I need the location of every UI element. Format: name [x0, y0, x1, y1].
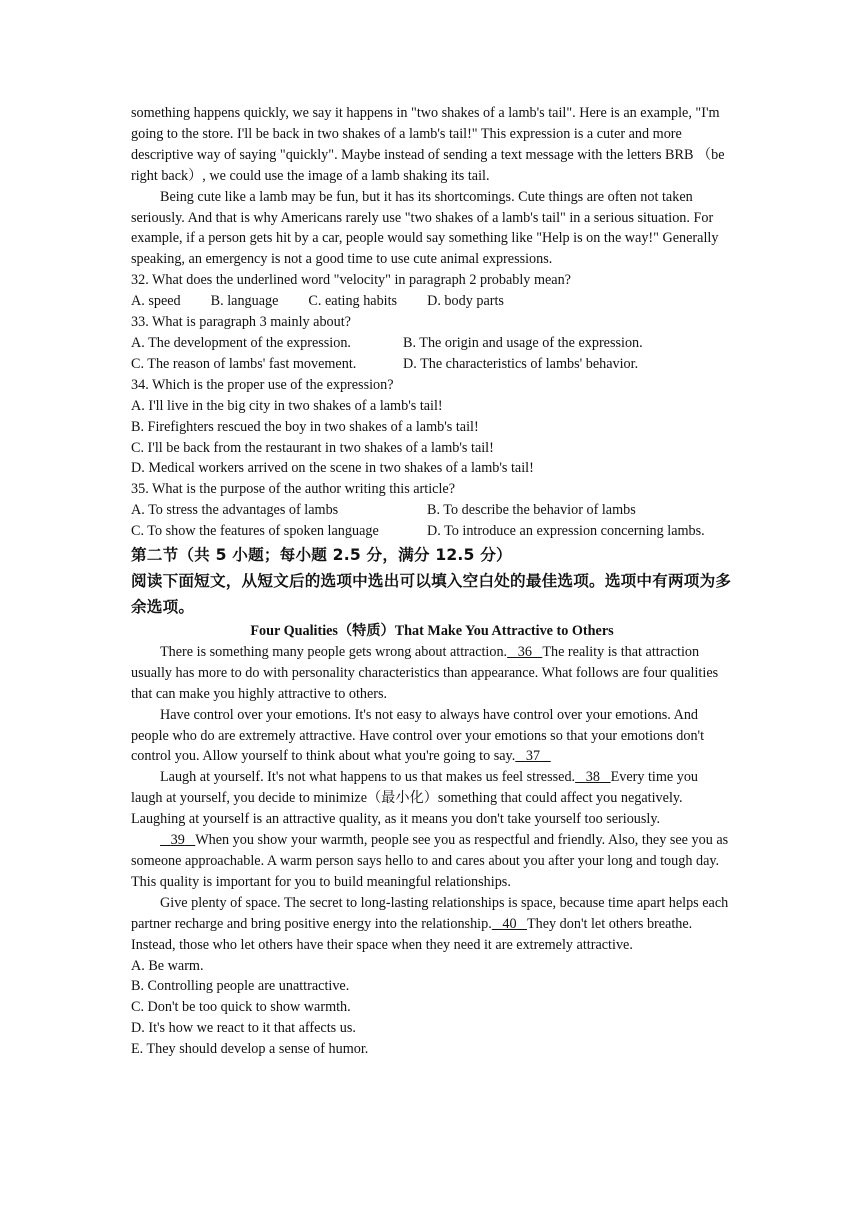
paragraph-text: Every time you laugh at yourself, you decide to minimize（最小化）something that could affect you negatively. Laughing at yourself is an attractive quality, as it means you don't take yourself too seriously. — [131, 769, 699, 828]
option-row — [131, 354, 733, 375]
passage-paragraph: something happens quickly, we say it happens in "two shakes of a lamb's tail". Here is an example, "I'm going to the store. I'll be back in two shakes of a lamb's tail!" This expression is a cuter and more descriptive way of saying "quickly". Maybe instead of sending a text message with the letters BRB （be right back）, we could use the image of a lamb shaking its tail. — [131, 105, 725, 184]
paragraph-text: Laugh at yourself. It's not what happens to us that makes us feel stressed. — [160, 769, 576, 786]
blank-40 — [492, 916, 527, 932]
blank-37 — [515, 748, 550, 764]
passage-paragraph — [131, 893, 733, 956]
passage-paragraph — [131, 767, 733, 830]
section-instruction: 阅读下面短文，从短文后的选项中选出可以填入空白处的最佳选项。选项中有两项为多余选项。 — [131, 572, 732, 617]
option-row — [131, 333, 733, 354]
question-stem: 33. What is paragraph 3 mainly about? — [131, 314, 351, 331]
blank-number: 40 — [502, 915, 517, 932]
blank-number: 39 — [170, 832, 185, 849]
blank-number: 36 — [517, 643, 532, 660]
option: D. Medical workers arrived on the scene in two shakes of a lamb's tail! — [131, 460, 534, 477]
option: D. body parts — [427, 293, 504, 310]
option: B. The origin and usage of the expression. — [403, 334, 643, 351]
passage-paragraph: Being cute like a lamb may be fun, but it has its shortcomings. Cute things are often not taken seriously. And that is why Americans rarely use "two shakes of a lamb's tail" in a serious situation. For example, if a person gets hit by a car, people would say something like "Help is on the way!" Generally speaking, an emergency is not a good time to use cute animal expressions. — [131, 188, 719, 268]
option: A. The development of the expression. — [131, 334, 351, 351]
choice-option: C. Don't be too quick to show warmth. — [131, 999, 351, 1016]
option-row — [131, 500, 733, 521]
option-row — [131, 521, 733, 542]
blank-39 — [160, 832, 195, 848]
paragraph-text: Have control over your emotions. It's not easy to always have control over your emotions. And people who do are extremely attractive. Have control over your emotions so that your emotions don't control you. Allow yourself to think about what you're going to say. — [131, 706, 705, 765]
paragraph-text: The reality is that attraction usually has more to do with personality characteristics than appearance. What follows are four qualities that can make you highly attractive to others. — [131, 643, 719, 702]
question-stem: 32. What does the underlined word "velocity" in paragraph 2 probably mean? — [131, 272, 571, 289]
option: A. I'll live in the big city in two shakes of a lamb's tail! — [131, 397, 443, 414]
passage-paragraph — [131, 830, 733, 893]
blank-number: 38 — [585, 769, 600, 786]
option: A. To stress the advantages of lambs — [131, 502, 339, 519]
option: A. speed — [131, 293, 181, 310]
option: B. Firefighters rescued the boy in two shakes of a lamb's tail! — [131, 418, 479, 435]
option: D. The characteristics of lambs' behavior. — [403, 355, 639, 372]
paragraph-text: They don't let others breathe. Instead, those who let others have their space when they need it are extremely attractive. — [131, 915, 693, 953]
paragraph-text: When you show your warmth, people see you as respectful and friendly. Also, they see you as someone approachable. A warm person says hello to and cares about you after your long and tough day. This quality is important for you to build meaningful relationships. — [131, 832, 729, 890]
question-stem: 35. What is the purpose of the author writing this article? — [131, 481, 455, 498]
option: C. The reason of lambs' fast movement. — [131, 355, 357, 372]
question-stem: 34. Which is the proper use of the expression? — [131, 376, 394, 393]
passage-paragraph — [131, 705, 733, 768]
option: C. eating habits — [308, 293, 398, 310]
paragraph-text: There is something many people gets wrong about attraction. — [160, 643, 508, 660]
choice-option: E. They should develop a sense of humor. — [131, 1041, 369, 1058]
choice-option: B. Controlling people are unattractive. — [131, 978, 350, 995]
blank-36 — [507, 644, 542, 660]
section-heading: 第二节（共 5 小题；每小题 2.5 分，满分 12.5 分） — [131, 546, 512, 565]
document-content — [131, 103, 733, 1060]
blank-number: 37 — [525, 748, 541, 765]
option: C. I'll be back from the restaurant in two shakes of a lamb's tail! — [131, 439, 494, 456]
option: B. language — [210, 293, 279, 310]
choice-option: D. It's how we react to it that affects us. — [131, 1020, 356, 1037]
paragraph-text: Give plenty of space. The secret to long-lasting relationships is space, because time apart helps each partner recharge and bring positive energy into the relationship. — [131, 894, 729, 932]
blank-38 — [575, 769, 610, 785]
option: D. To introduce an expression concerning lambs. — [427, 523, 705, 540]
passage-paragraph — [131, 642, 733, 705]
option: C. To show the features of spoken language — [131, 523, 379, 540]
option-row — [131, 291, 733, 312]
choice-option: A. Be warm. — [131, 957, 204, 974]
passage-title: Four Qualities（特质）That Make You Attractive to Others — [250, 623, 614, 640]
option: B. To describe the behavior of lambs — [427, 502, 636, 519]
